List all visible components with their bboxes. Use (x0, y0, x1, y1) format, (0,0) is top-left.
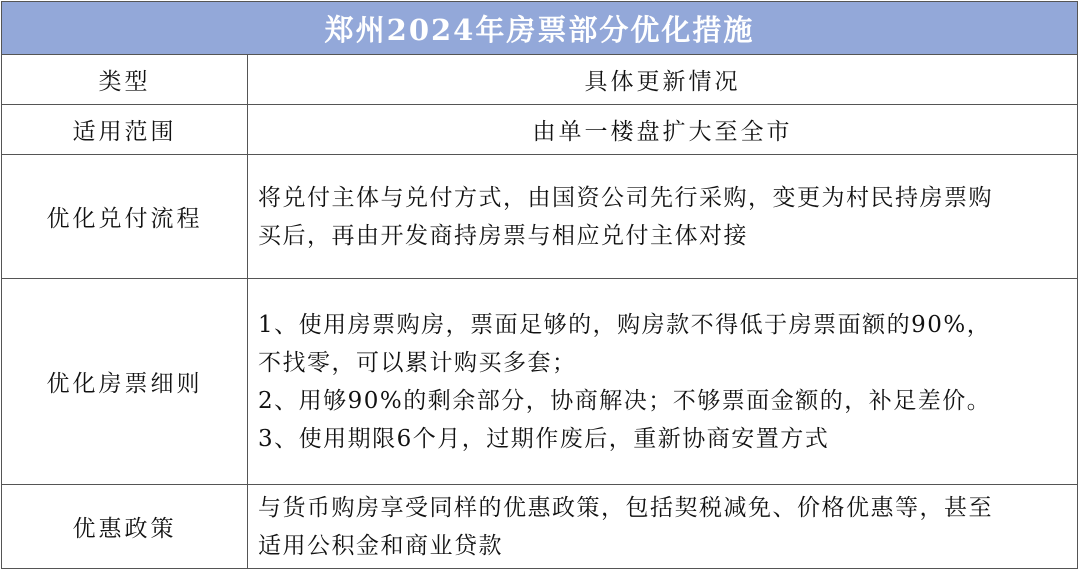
table-row (2, 105, 1078, 155)
detail-line: 将兑付主体与兑付方式，由国资公司先行采购，变更为村民持房票购 (258, 184, 993, 211)
row-detail-perks (248, 485, 1078, 569)
row-detail-scope (248, 105, 1078, 155)
row-type-rules: 优化房票细则 (2, 279, 248, 485)
header-type: 类型 (2, 55, 248, 105)
row-detail-rules (248, 279, 1078, 485)
detail-line: 与货币购房享受同样的优惠政策，包括契税减免、价格优惠等，甚至 (258, 494, 993, 521)
detail-line: 3、使用期限6个月，过期作废后，重新协商安置方式 (258, 425, 830, 452)
title-row (2, 2, 1078, 55)
detail-line: 买后，再由开发商持房票与相应兑付主体对接 (258, 222, 748, 249)
detail-line: 不找零，可以累计购买多套； (258, 349, 577, 376)
table-title: 郑州2024年房票部分优化措施 (2, 2, 1078, 55)
row-type-scope: 适用范围 (2, 105, 248, 155)
detail-line: 适用公积金和商业贷款 (258, 532, 503, 559)
table-row (2, 155, 1078, 279)
table-row (2, 279, 1078, 485)
policy-table (1, 1, 1078, 569)
row-detail-flow (248, 155, 1078, 279)
detail-line: 2、用够90%的剩余部分，协商解决；不够票面金额的，补足差价。 (258, 387, 992, 414)
detail-line: 由单一楼盘扩大至全市 (532, 119, 793, 145)
row-type-perks: 优惠政策 (2, 485, 248, 569)
detail-line: 1、使用房票购房，票面足够的，购房款不得低于房票面额的90%， (258, 311, 992, 338)
header-row (2, 55, 1078, 105)
row-type-flow: 优化兑付流程 (2, 155, 248, 279)
header-detail: 具体更新情况 (248, 55, 1078, 105)
policy-sheet (1, 1, 1079, 574)
table-row (2, 485, 1078, 569)
